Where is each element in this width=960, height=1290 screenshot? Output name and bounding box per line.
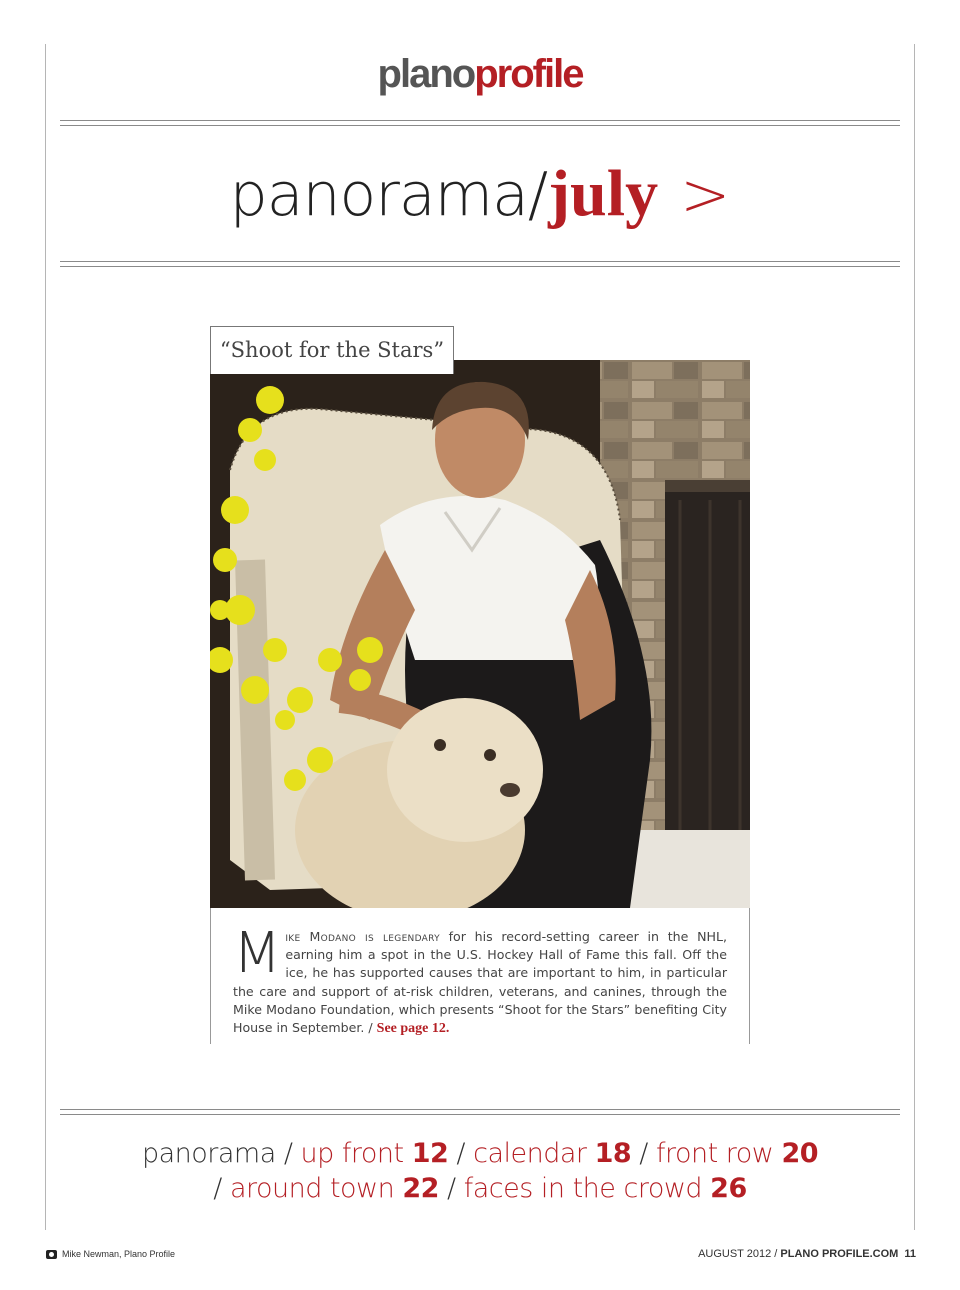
toc-faces-label: faces in the crowd (463, 1173, 703, 1204)
photo-credit (46, 1249, 175, 1259)
toc-around-town[interactable] (230, 1173, 439, 1204)
toc-front-row-page: 20 (781, 1138, 819, 1169)
article-text: for his record-setting career in the NHL, earning him a spot in the U.S. Hockey Hall of Fame this fall. Off the ice, he has supported causes that are important to him, in particular the care and support of at-risk children, veterans, and canines, through the Mike Modano Foundation, which presents “Shoot for the Stars” benefiting City House in September. (233, 929, 727, 1036)
toc-calendar-label: calendar (473, 1138, 587, 1169)
toc-up-front-label: up front (300, 1138, 404, 1169)
folio-site[interactable]: PLANO PROFILE.COM (780, 1248, 899, 1260)
toc-up-front[interactable] (301, 1138, 449, 1169)
top-double-rule (60, 120, 900, 126)
toc-separator: / (456, 1138, 465, 1169)
section-title (0, 158, 960, 231)
section-slash: / (527, 160, 549, 230)
photo-credit-text: Mike Newman, Plano Profile (62, 1249, 176, 1259)
middle-double-rule (60, 261, 900, 267)
see-page-link[interactable]: See page 12. (376, 1021, 450, 1037)
toc-line-2 (0, 1171, 960, 1207)
toc-calendar[interactable] (473, 1138, 631, 1169)
toc-around-town-label: around town (229, 1173, 395, 1204)
toc-separator: / (447, 1173, 456, 1204)
drop-cap: M (233, 921, 282, 986)
see-separator: / (364, 1020, 377, 1036)
bottom-double-rule (60, 1109, 900, 1115)
folio-issue: AUGUST 2012 (698, 1248, 772, 1260)
toc-line-1 (0, 1136, 960, 1172)
article-body (233, 921, 727, 1038)
section-month: july (548, 157, 659, 230)
photo-caption-title: “Shoot for the Stars” (210, 326, 454, 374)
masthead-logo (0, 52, 960, 96)
toc-faces-in-the-crowd[interactable] (464, 1173, 747, 1204)
toc-panorama[interactable]: panorama (141, 1138, 276, 1169)
toc-front-row-label: front row (655, 1138, 774, 1169)
camera-icon (46, 1250, 57, 1259)
toc-up-front-page: 12 (411, 1138, 449, 1169)
folio-page-number: 11 (904, 1248, 916, 1260)
masthead-profile: profile (474, 52, 583, 96)
toc-around-town-page: 22 (402, 1173, 439, 1204)
toc-faces-page: 26 (710, 1173, 747, 1204)
feature-photo (210, 360, 750, 908)
toc-front-row[interactable] (656, 1138, 818, 1169)
folio (698, 1248, 916, 1260)
toc-separator: / (283, 1138, 293, 1169)
masthead-plano: plano (377, 52, 475, 96)
article-lead-in: ike Modano is legendary (285, 929, 440, 944)
toc-separator: / (639, 1138, 648, 1169)
toc-separator: / (213, 1173, 222, 1204)
article-box (210, 908, 750, 1044)
section-word: panorama (229, 160, 528, 230)
toc-calendar-page: 18 (594, 1138, 632, 1169)
folio-separator: / (771, 1248, 781, 1260)
section-arrow-icon[interactable]: > (680, 160, 731, 230)
